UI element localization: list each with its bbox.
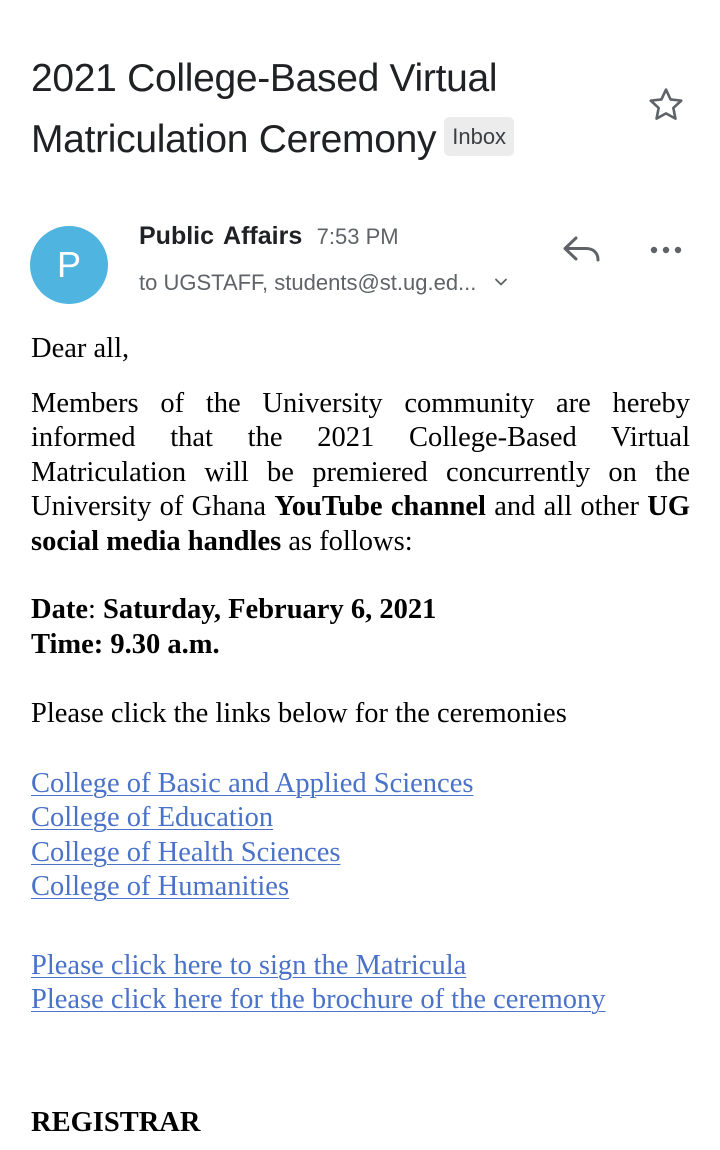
date-label: Date xyxy=(31,594,88,625)
recipients-text: to UGSTAFF, students@st.ug.ed... xyxy=(139,270,477,295)
youtube-channel-text: YouTube channel xyxy=(274,491,486,522)
greeting: Dear all, xyxy=(31,333,130,364)
sent-time: 7:53 PM xyxy=(316,224,399,249)
date-line xyxy=(31,593,690,628)
link-sign-matricula[interactable]: Please click here to sign the Matricula xyxy=(31,949,467,981)
reply-icon[interactable] xyxy=(560,232,604,268)
star-icon[interactable] xyxy=(645,84,687,126)
sender-avatar[interactable]: P xyxy=(30,226,108,304)
email-subject-row xyxy=(31,48,631,170)
signature-text: REGISTRAR xyxy=(31,1106,201,1138)
sender-name[interactable]: Public Affairs xyxy=(139,222,303,250)
para-intro: Members of the University community are hereby informed that the 2021 College-Based Virtual Matriculation will be premiered concurrently on the University of Ghana xyxy=(31,387,690,522)
time-value: Time: 9.30 a.m. xyxy=(31,628,220,660)
email-body xyxy=(31,332,690,1140)
social-media-text: UG social media handles xyxy=(31,491,691,557)
announcement-paragraph xyxy=(31,387,690,560)
link-college-basic-applied-sciences[interactable]: College of Basic and Applied Sciences xyxy=(31,767,474,799)
recipient-details-toggle[interactable] xyxy=(139,270,509,296)
para-end: as follows: xyxy=(288,525,413,557)
link-college-humanities[interactable]: College of Humanities xyxy=(31,871,290,902)
sender-line xyxy=(139,222,399,251)
chevron-down-icon[interactable] xyxy=(493,276,509,288)
email-subject xyxy=(31,48,631,170)
time-line xyxy=(31,628,690,663)
college-links-list xyxy=(31,767,690,905)
para-mid: and all other xyxy=(494,491,639,522)
date-value: Saturday, February 6, 2021 xyxy=(103,594,437,625)
link-college-education[interactable]: College of Education xyxy=(31,802,274,833)
action-links-list xyxy=(31,949,690,1018)
inbox-label-badge[interactable]: Inbox xyxy=(444,117,514,156)
link-ceremony-brochure[interactable]: Please click here for the brochure of the ceremony xyxy=(31,984,606,1015)
links-intro: Please click the links below for the ceremonies xyxy=(31,698,567,729)
more-options-icon[interactable] xyxy=(646,238,686,262)
subject-text: 2021 College-Based Virtual Matriculation Ceremony xyxy=(31,57,498,161)
date-colon: : xyxy=(87,594,96,625)
link-college-health-sciences[interactable]: College of Health Sciences xyxy=(31,836,341,868)
signature xyxy=(31,1106,690,1141)
